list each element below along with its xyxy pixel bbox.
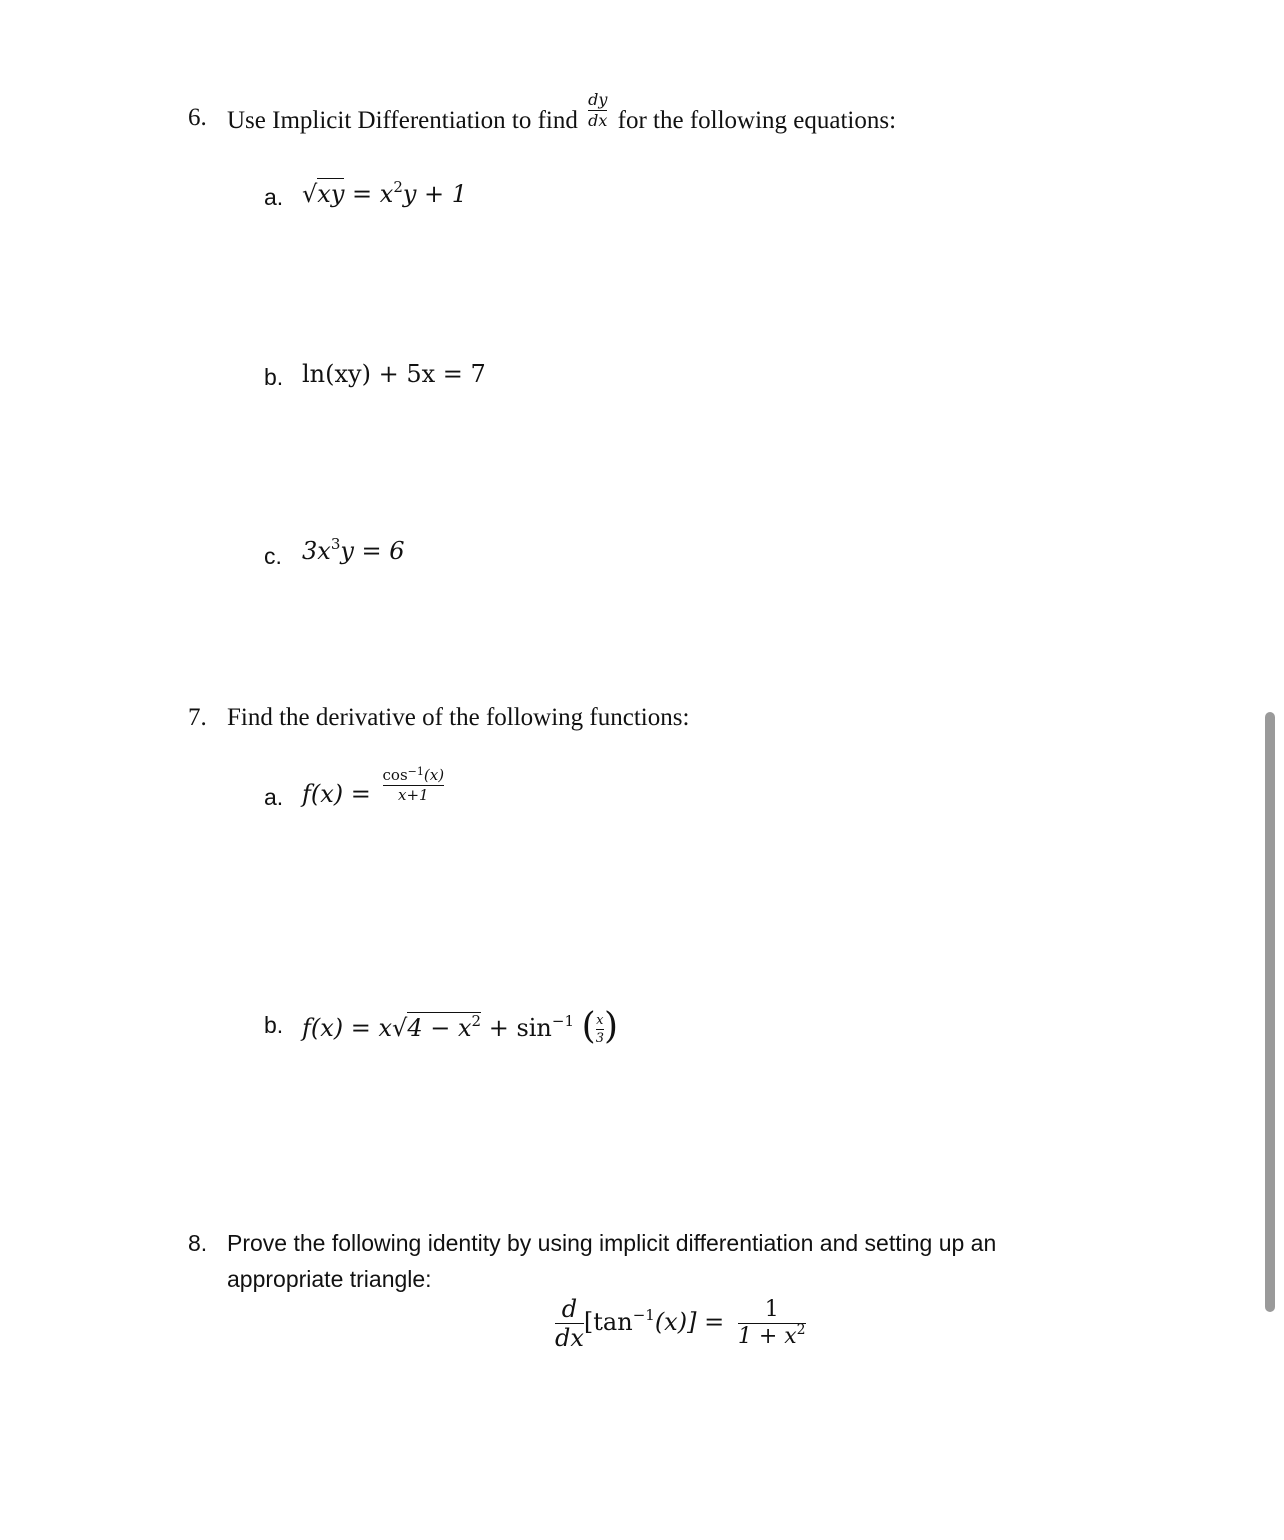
q6-frac-num: dy [588,90,608,109]
q7b-right-paren: ) [603,1006,619,1047]
q7a-label: a. [264,784,284,810]
q8-rhs-den: 1 + x [737,1324,797,1349]
q6b-equation: ln(xy) + 5x = 7 [302,360,486,388]
q6a-label: a. [264,184,284,210]
q8-line1: Prove the following identity by using implicit differentiation and setting up an [227,1230,997,1256]
q6-text-before: Use Implicit Differentiation to find [227,107,578,135]
q7a-fraction [382,765,445,804]
q6-prompt [227,90,897,135]
vertical-scrollbar[interactable] [1265,712,1275,1312]
q8-tan-arg: (x)] = [654,1308,725,1336]
q7-prompt: Find the derivative of the following functions: [227,704,690,731]
q7b-frac-den: 3 [595,1031,604,1046]
q7b-sin: + sin [488,1014,552,1042]
q6a-sqrt-body: xy [317,180,345,208]
q6a-rhs: = x [352,180,394,208]
q8-identity [555,1297,806,1350]
q8-rhs-exp: 2 [796,1322,806,1338]
q7b-lhs: f(x) = x [302,1014,393,1042]
q6c-equation [302,537,405,565]
q7a-num-arg: (x) [423,766,445,784]
q8-d-dx [555,1297,584,1350]
q8-d-den: dx [555,1324,584,1352]
q7b-left-paren: ( [581,1006,596,1047]
q6-number: 6. [188,104,207,131]
q7b-frac-num: x [596,1013,604,1028]
q6c-exp: 3 [330,535,341,553]
q7-number: 7. [188,704,207,731]
q8-d-num: d [561,1295,578,1323]
q7b-label: b. [264,1012,284,1038]
q6a-exp: 2 [393,178,403,196]
q6-dydx-fraction [588,92,607,129]
q7a-den: x+1 [398,786,429,804]
q6-frac-den: dx [588,111,608,130]
q7b-fraction [596,1014,604,1045]
q7a-lhs: f(x) = [302,780,371,808]
q7a-num-fn: cos [382,766,408,784]
q8-tan: [tan [583,1308,633,1336]
q6c-label: c. [264,543,282,569]
q6b-label: b. [264,364,284,390]
q7b-sqrt-exp: 2 [471,1012,482,1030]
q8-number: 8. [188,1230,208,1256]
q8-tan-exp: −1 [632,1306,655,1324]
sqrt-symbol: √ [302,180,318,208]
q6-text-after: for the following equations: [617,107,897,135]
q7b-sqrt-body: 4 − x [407,1014,472,1042]
q8-line2: appropriate triangle: [227,1266,432,1292]
q7a-num-exp: −1 [407,765,424,778]
q8-rhs-num: 1 [764,1297,779,1322]
q7a-equation [302,765,445,808]
sqrt-symbol: √ [392,1014,408,1042]
q7b-sin-exp: −1 [551,1012,575,1030]
q8-rhs [738,1299,806,1348]
q7b-equation [302,1004,618,1045]
q6c-rest: y = 6 [340,537,405,565]
q7b-sqrt [407,1012,481,1042]
q6c-coef: 3x [302,537,331,565]
q6a-equation [302,180,467,208]
q6a-rest: y + 1 [402,180,468,208]
